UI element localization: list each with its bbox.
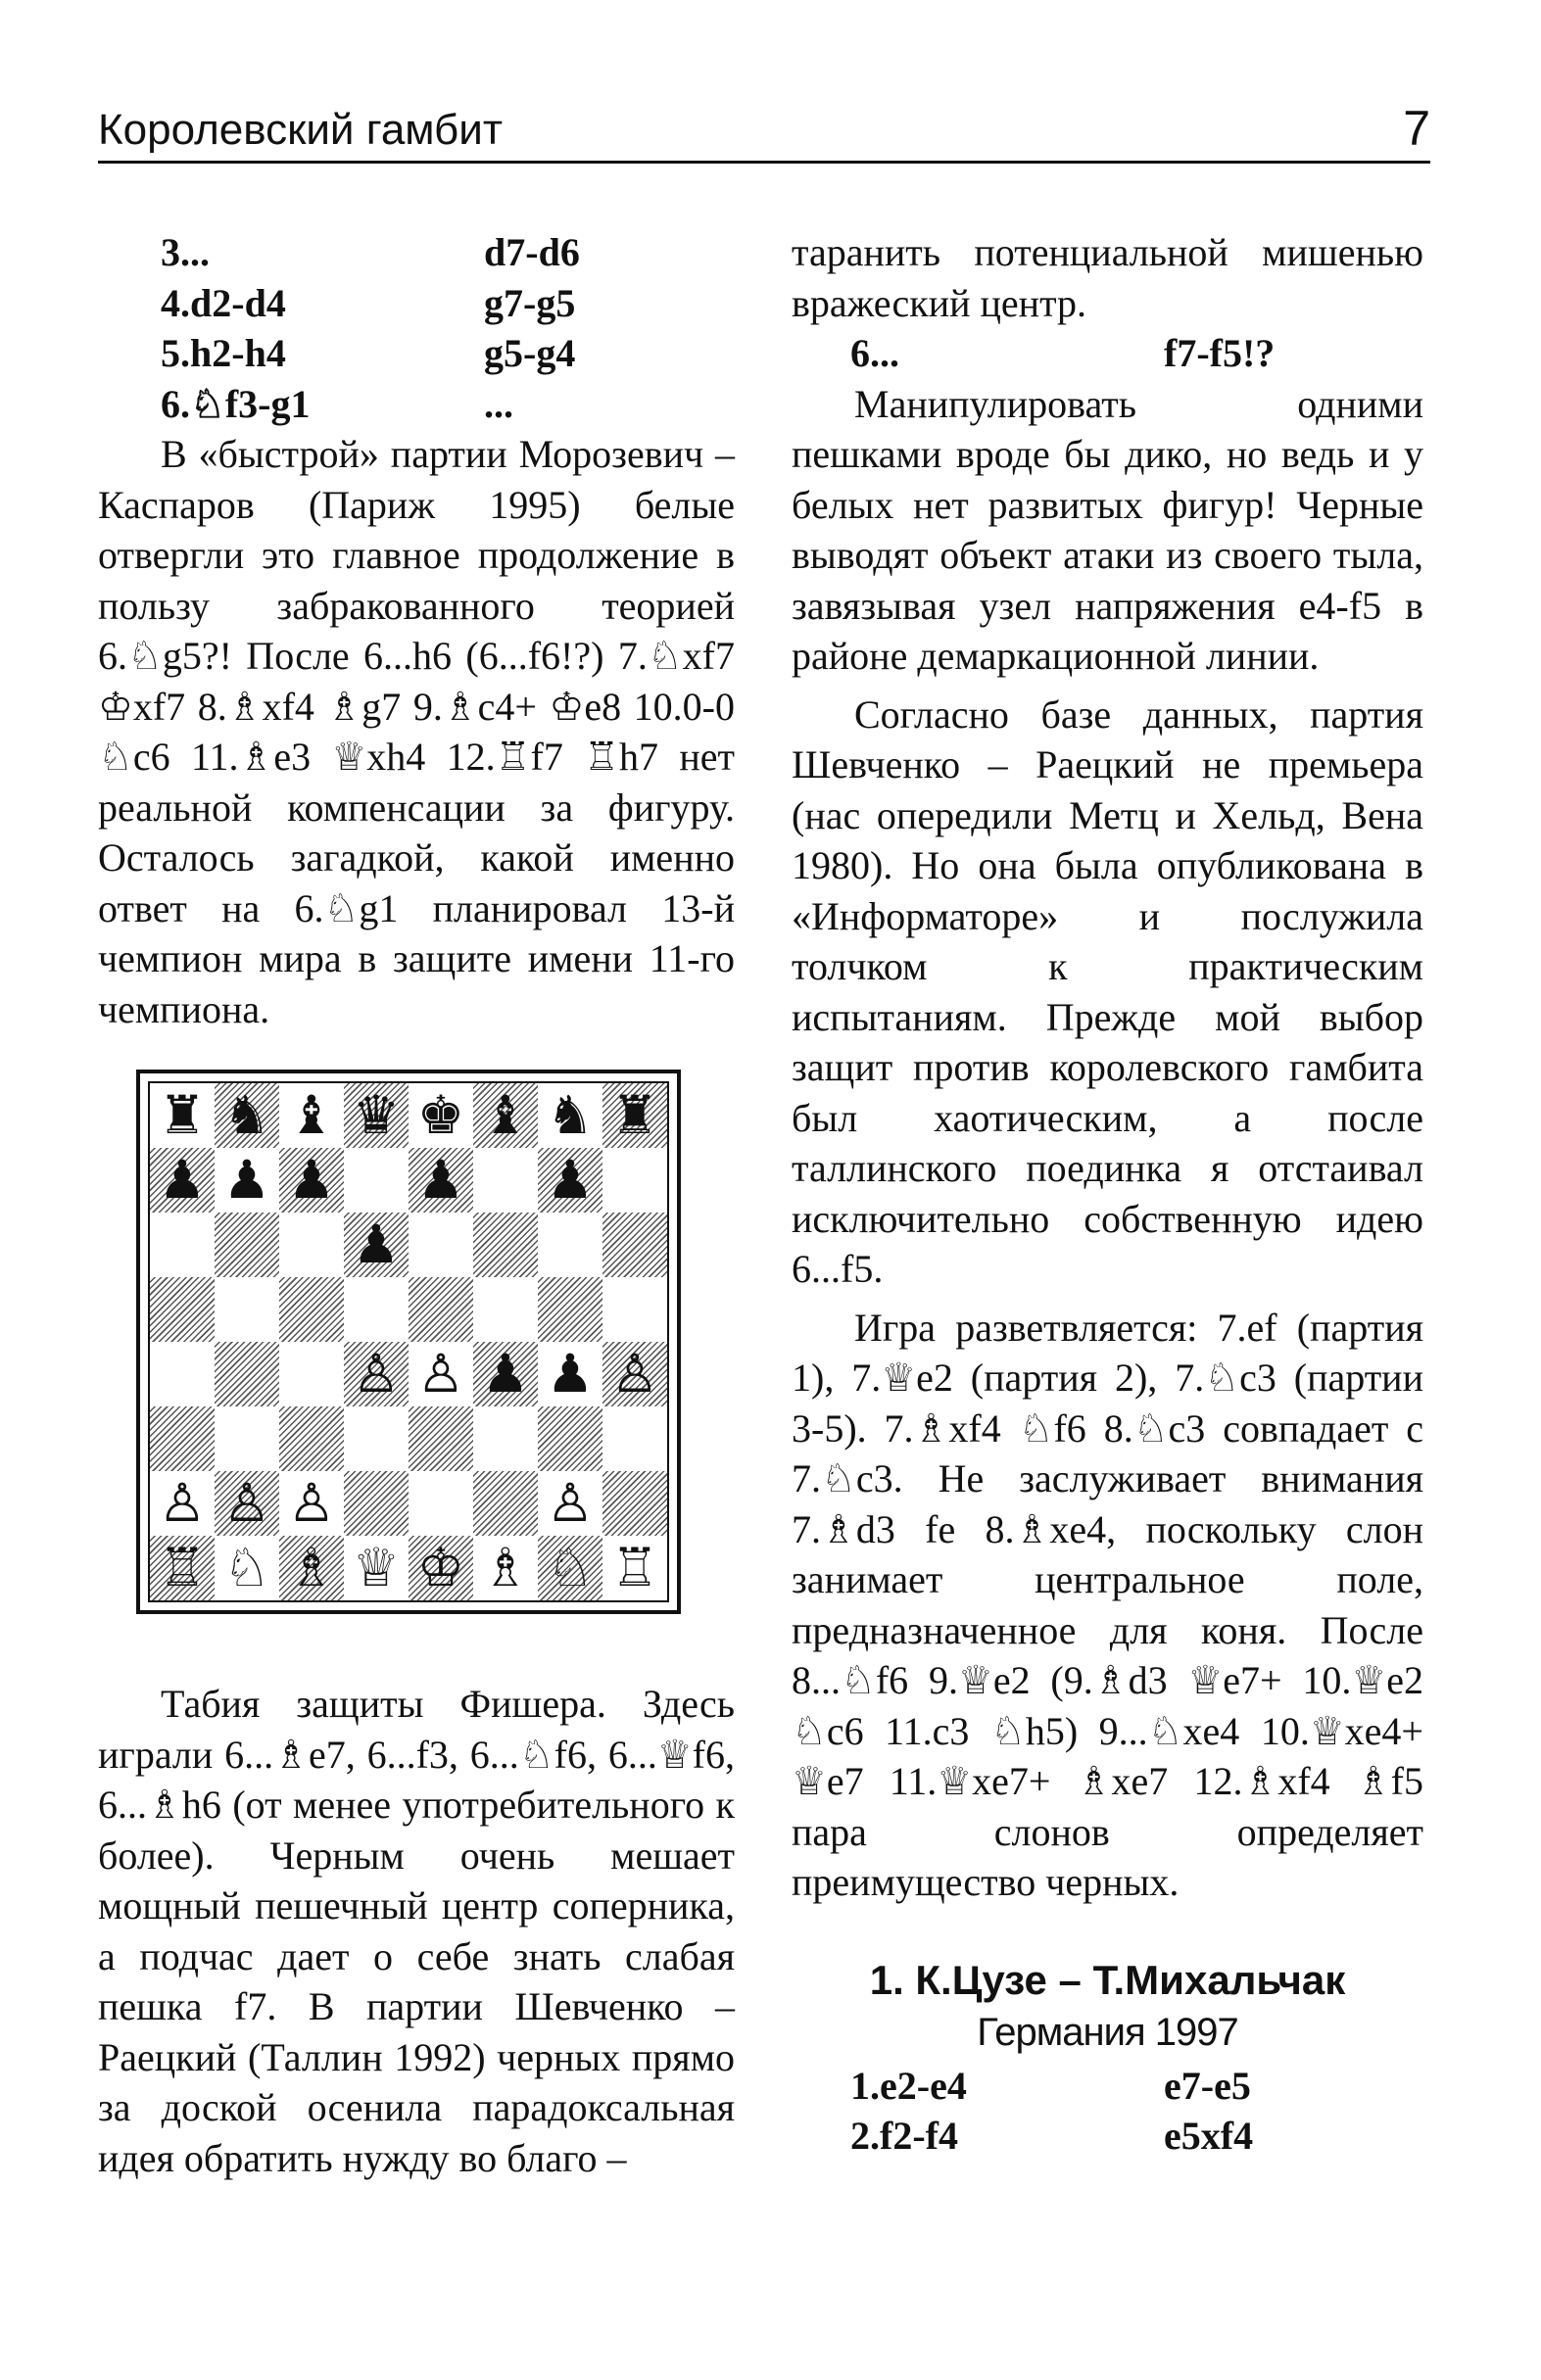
chess-piece: ♜	[610, 1084, 659, 1146]
chess-piece: ♘	[546, 1537, 595, 1598]
square-h8	[602, 1083, 667, 1148]
square-f2	[473, 1471, 538, 1536]
chess-piece: ♝	[481, 1084, 530, 1146]
square-b2	[215, 1471, 279, 1536]
square-g2	[538, 1471, 602, 1536]
chess-piece: ♙	[222, 1472, 271, 1534]
running-head	[98, 98, 1430, 164]
square-d7	[344, 1148, 409, 1213]
square-c6	[279, 1213, 344, 1277]
left-column	[98, 227, 735, 2183]
square-c1	[279, 1536, 344, 1600]
commentary-paragraph: таранить потенциальной мишенью вражеский центр.	[792, 230, 1423, 325]
square-c7	[279, 1148, 344, 1213]
chess-piece: ♝	[287, 1084, 336, 1146]
commentary-paragraph: Табия защиты Фишера. Здесь играли 6...♗e7, 6...f3, 6...♘f6, 6...♕f6, 6...♗h6 (от менее употребительного к более). Черным очень мешает мощный пешечный центр соперника, а подчас дает о себе знать слабая пешка f7. В партии Шевченко – Раецкий (Таллин 1992) черных прямо за доской осенила парадоксальная идея обратить нужду во благо –	[98, 1682, 735, 2180]
square-g6	[538, 1213, 602, 1277]
page-number: 7	[1403, 101, 1430, 156]
move-white: 1.e2-e4	[850, 2063, 967, 2108]
chess-diagram	[136, 1070, 681, 1614]
chess-piece: ♙	[352, 1343, 401, 1404]
chess-piece: ♚	[416, 1084, 465, 1146]
move-black: g7-g5	[484, 280, 576, 325]
move-line	[850, 328, 1423, 379]
square-h4	[602, 1342, 667, 1406]
chess-piece: ♔	[416, 1537, 465, 1598]
chess-piece: ♟	[416, 1149, 465, 1211]
square-g7	[538, 1148, 602, 1213]
square-b8	[215, 1083, 279, 1148]
square-g1	[538, 1536, 602, 1600]
square-a3	[150, 1406, 215, 1471]
square-b1	[215, 1536, 279, 1600]
square-h6	[602, 1213, 667, 1277]
chess-piece: ♙	[416, 1343, 465, 1404]
move-black: e7-e5	[1164, 2063, 1251, 2108]
square-c3	[279, 1406, 344, 1471]
opening-moves	[161, 227, 735, 429]
chess-piece: ♟	[546, 1343, 595, 1404]
square-h1	[602, 1536, 667, 1600]
move-white: 2.f2-f4	[850, 2114, 958, 2158]
square-b6	[215, 1213, 279, 1277]
move-white: 3...	[161, 230, 210, 274]
square-e3	[409, 1406, 473, 1471]
chess-piece: ♘	[222, 1537, 271, 1598]
chess-piece: ♖	[610, 1537, 659, 1598]
chess-piece: ♞	[222, 1084, 271, 1146]
square-g3	[538, 1406, 602, 1471]
right-column	[792, 227, 1423, 2162]
square-e2	[409, 1471, 473, 1536]
square-e8	[409, 1083, 473, 1148]
chess-piece: ♗	[481, 1537, 530, 1598]
square-a6	[150, 1213, 215, 1277]
square-f8	[473, 1083, 538, 1148]
chess-piece: ♙	[158, 1472, 207, 1534]
chess-piece: ♗	[287, 1537, 336, 1598]
chess-piece: ♖	[158, 1537, 207, 1598]
move-white: 5.h2-h4	[161, 331, 286, 375]
square-a1	[150, 1536, 215, 1600]
square-a5	[150, 1277, 215, 1342]
chess-piece: ♟	[158, 1149, 207, 1211]
square-a7	[150, 1148, 215, 1213]
move-white: 6.♘f3-g1	[161, 381, 311, 426]
square-e6	[409, 1213, 473, 1277]
square-a8	[150, 1083, 215, 1148]
chess-piece: ♞	[546, 1084, 595, 1146]
square-d4	[344, 1342, 409, 1406]
game-place: Германия 1997	[977, 2010, 1238, 2054]
square-b5	[215, 1277, 279, 1342]
square-e7	[409, 1148, 473, 1213]
game-title: 1. К.Цузе – Т.Михальчак	[869, 1956, 1346, 2003]
game-moves	[850, 2061, 1423, 2162]
chess-piece: ♛	[352, 1084, 401, 1146]
square-g4	[538, 1342, 602, 1406]
move-black: e5xf4	[1164, 2114, 1254, 2158]
square-f5	[473, 1277, 538, 1342]
square-d8	[344, 1083, 409, 1148]
square-f3	[473, 1406, 538, 1471]
square-f4	[473, 1342, 538, 1406]
square-d3	[344, 1406, 409, 1471]
move-black: g5-g4	[484, 331, 576, 375]
chess-piece: ♟	[222, 1149, 271, 1211]
square-f6	[473, 1213, 538, 1277]
square-a2	[150, 1471, 215, 1536]
square-g5	[538, 1277, 602, 1342]
square-e5	[409, 1277, 473, 1342]
square-d2	[344, 1471, 409, 1536]
running-head-title: Королевский гамбит	[98, 106, 503, 154]
move-black: d7-d6	[484, 230, 580, 274]
square-d6	[344, 1213, 409, 1277]
square-h3	[602, 1406, 667, 1471]
square-f7	[473, 1148, 538, 1213]
square-h2	[602, 1471, 667, 1536]
chess-piece: ♜	[158, 1084, 207, 1146]
square-a4	[150, 1342, 215, 1406]
chess-piece: ♕	[352, 1537, 401, 1598]
square-h5	[602, 1277, 667, 1342]
chess-piece: ♙	[287, 1472, 336, 1534]
chess-piece: ♙	[546, 1472, 595, 1534]
square-b7	[215, 1148, 279, 1213]
chess-piece: ♟	[481, 1343, 530, 1404]
move-white: 4.d2-d4	[161, 280, 286, 325]
move-white: 6...	[850, 331, 899, 375]
square-b3	[215, 1406, 279, 1471]
chess-piece: ♙	[610, 1343, 659, 1404]
square-b4	[215, 1342, 279, 1406]
commentary-paragraph: В «быстрой» партии Морозевич – Каспаров (Париж 1995) белые отвергли это главное продолжение в пользу забракованного теорией 6.♘g5?! После 6...h6 (6...f6!?) 7.♘xf7 ♔xf7 8.♗xf4 ♗g7 9.♗c4+ ♔e8 10.0-0 ♘c6 11.♗e3 ♕xh4 12.♖f7 ♖h7 нет реальной компенсации за фигуру. Осталось загадкой, какой именно ответ на 6.♘g1 планировал 13-й чемпион мира в защите имени 11-го чемпиона.	[98, 432, 735, 1031]
square-c4	[279, 1342, 344, 1406]
square-d5	[344, 1277, 409, 1342]
move-black: f7-f5!?	[1164, 331, 1276, 375]
chess-piece: ♟	[352, 1214, 401, 1275]
square-g8	[538, 1083, 602, 1148]
commentary-paragraph: Игра разветвляется: 7.ef (партия 1), 7.♕e2 (партия 2), 7.♘c3 (партии 3-5). 7.♗xf4 ♘f6 8.♘c3 совпадает с 7.♘c3. Не заслуживает внимания 7.♗d3 fe 8.♗xe4, поскольку слон занимает центральное поле, предназначенное для коня. После 8...♘f6 9.♕e2 (9.♗d3 ♕e7+ 10.♕e2 ♘c6 11.c3 ♘h5) 9...♘xe4 10.♕xe4+ ♕e7 11.♕xe7+ ♗xe7 12.♗xf4 ♗f5 пара слонов определяет преимущество черных.	[792, 1305, 1423, 1904]
square-e4	[409, 1342, 473, 1406]
square-c8	[279, 1083, 344, 1148]
commentary-paragraph: Манипулировать одними пешками вроде бы дико, но ведь и у белых нет развитых фигур! Черные выводят объект атаки из своего тыла, завязывая узел напряжения e4-f5 в районе демаркационной линии.	[792, 381, 1423, 678]
square-e1	[409, 1536, 473, 1600]
game-header	[792, 1953, 1423, 2057]
chess-piece: ♟	[546, 1149, 595, 1211]
chess-piece: ♟	[287, 1149, 336, 1211]
chess-board	[148, 1081, 669, 1602]
square-f1	[473, 1536, 538, 1600]
move-black: ...	[484, 381, 513, 426]
square-c2	[279, 1471, 344, 1536]
square-d1	[344, 1536, 409, 1600]
square-c5	[279, 1277, 344, 1342]
square-h7	[602, 1148, 667, 1213]
commentary-paragraph: Согласно базе данных, партия Шевченко – Раецкий не премьера (нас опередили Метц и Хельд, Вена 1980). Но она была опубликована в «Информаторе» и послужила толчком к практическим испытаниям. Прежде мой выбор защит против королевского гамбита был хаотическим, а после таллинского поединка я отстаивал исключительно собственную идею 6...f5.	[792, 691, 1423, 1291]
